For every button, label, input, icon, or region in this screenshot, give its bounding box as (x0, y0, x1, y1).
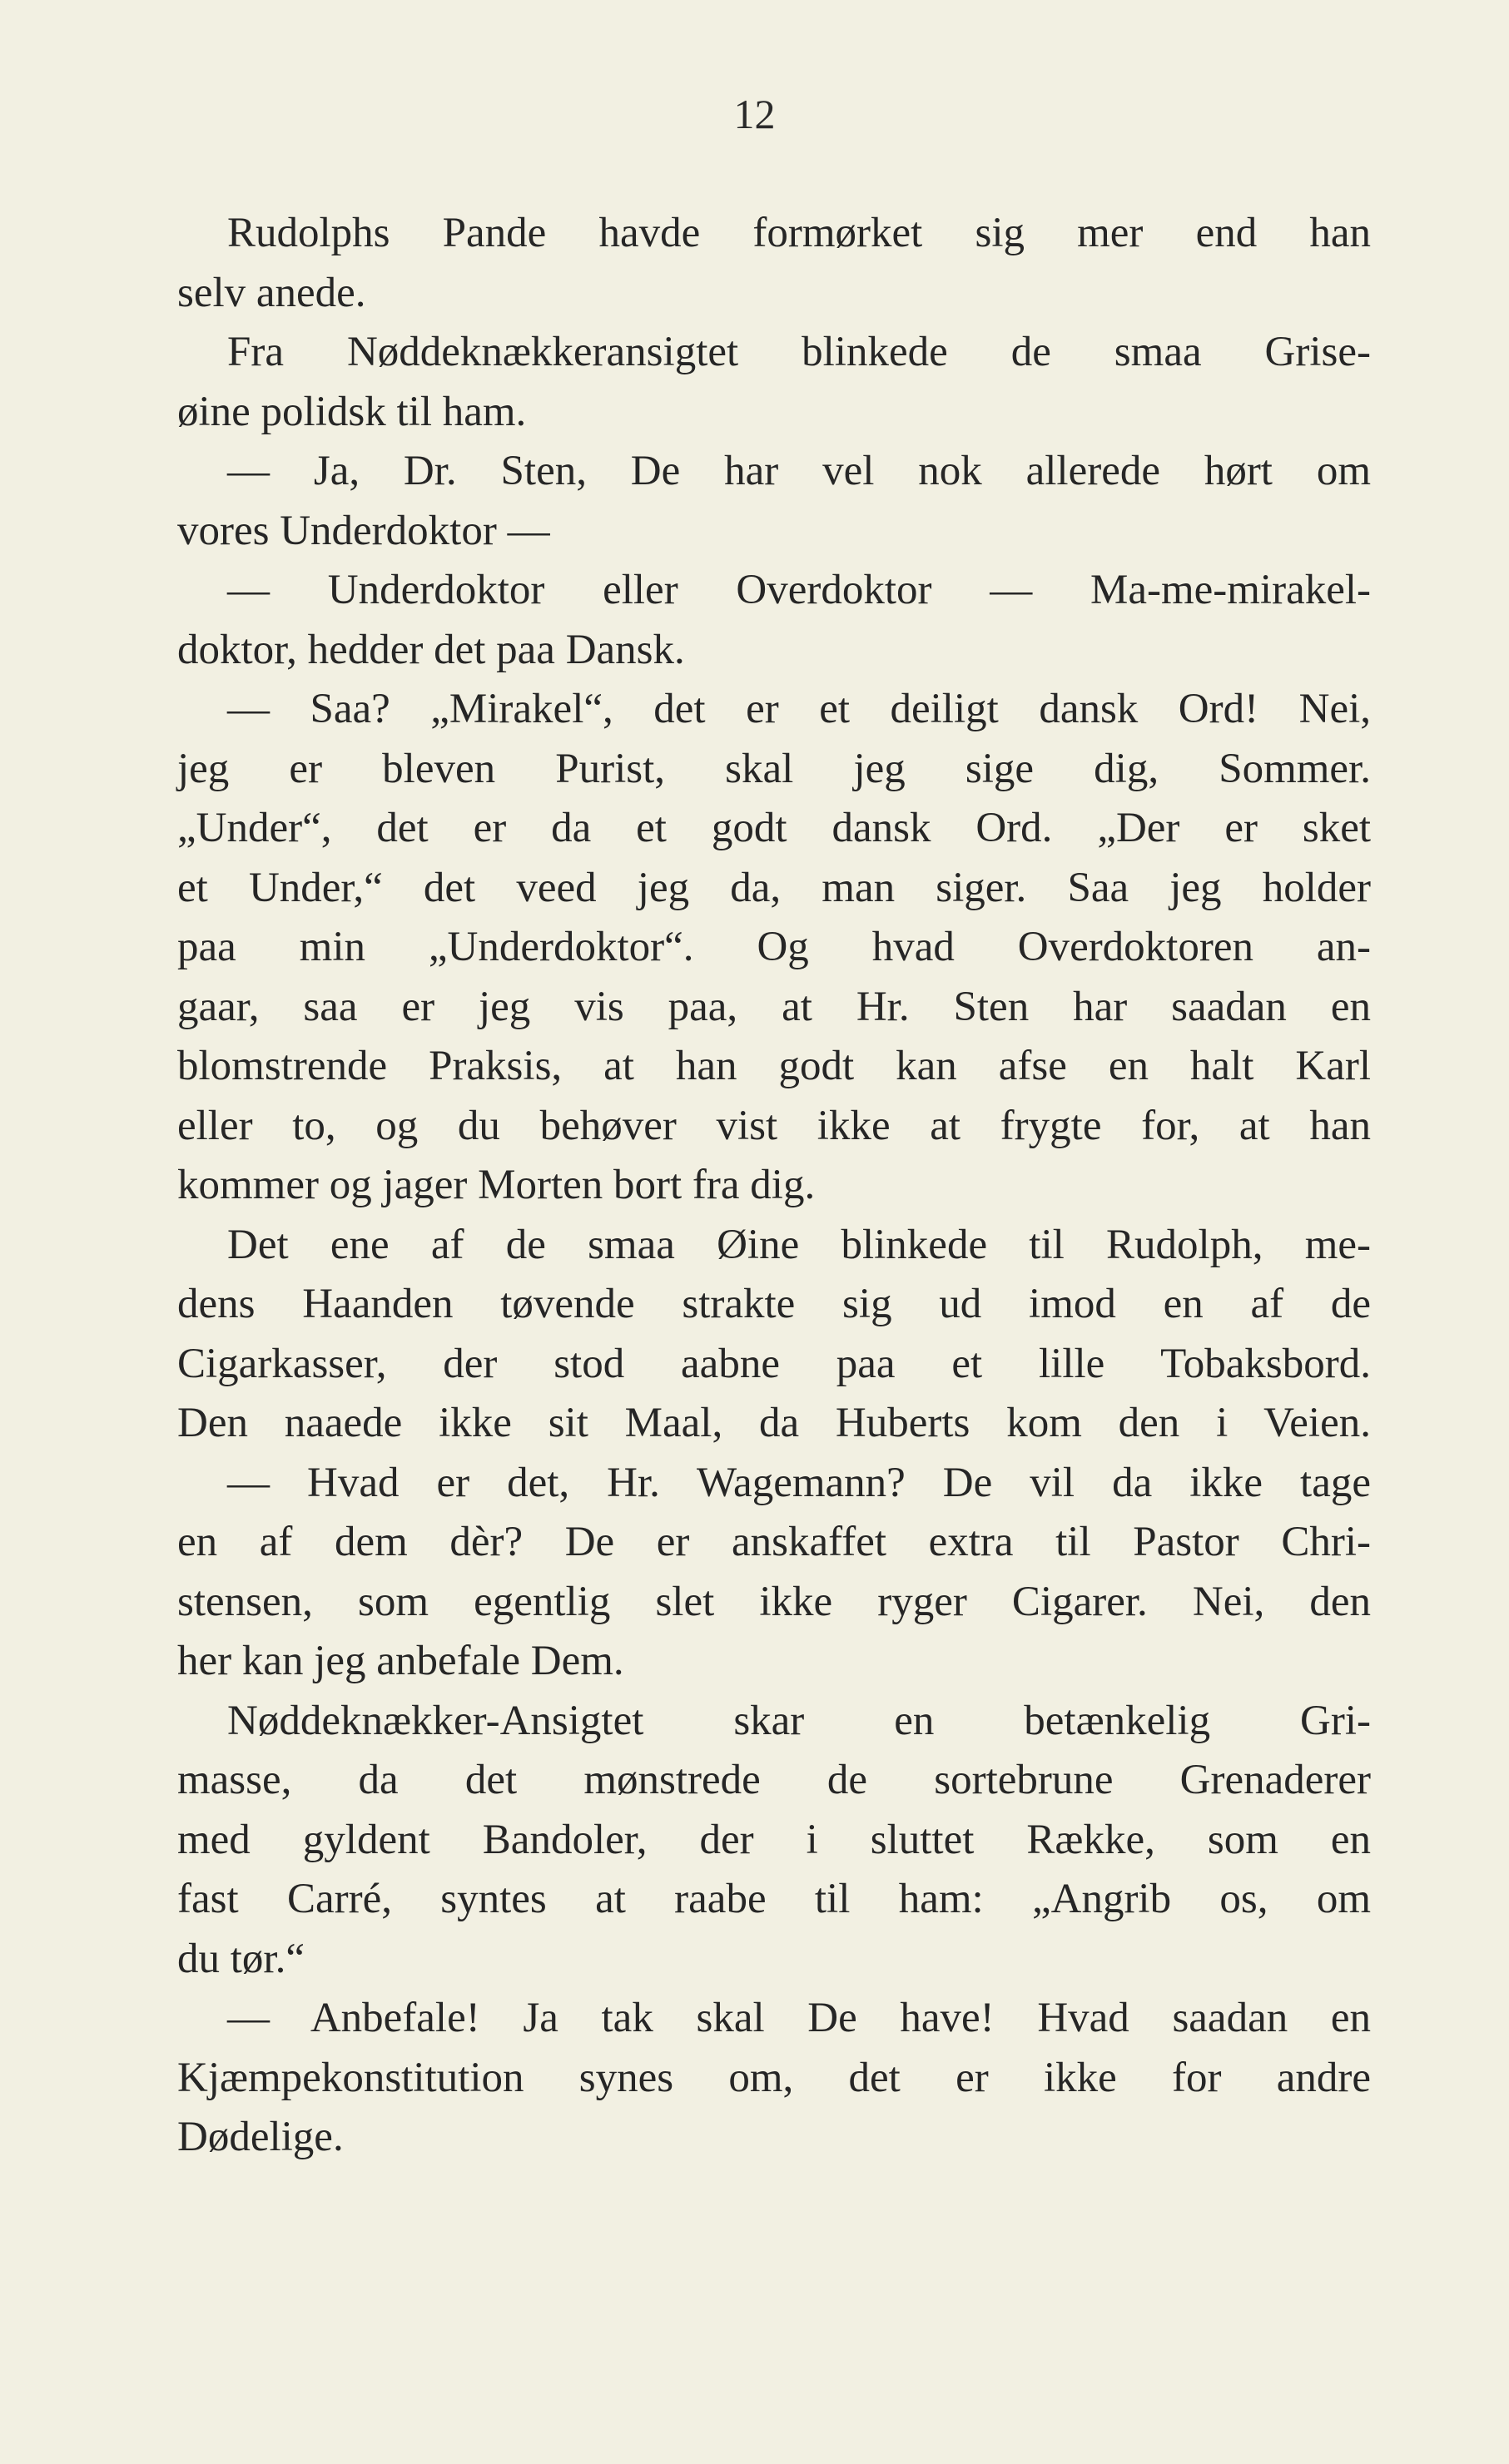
text-line: — Anbefale! Ja tak skal De have! Hvad saadan en (227, 1995, 1371, 2041)
text-line: gaar, saa er jeg vis paa, at Hr. Sten har saadan en (177, 983, 1371, 1030)
text-line: fast Carré, syntes at raabe til ham: „Angrib os, om (177, 1876, 1371, 1922)
text-line: paa min „Underdoktor“. Og hvad Overdoktoren an- (177, 924, 1371, 970)
text-line: masse, da det mønstrede de sortebrune Grenaderer (177, 1757, 1371, 1803)
page-number: 12 (733, 91, 776, 137)
text-line: du tør.“ (177, 1935, 305, 1982)
text-line: Nøddeknækker-Ansigtet skar en betænkelig Gri- (227, 1697, 1371, 1744)
text-line: selv anede. (177, 269, 366, 316)
text-line: Det ene af de smaa Øine blinkede til Rudolph, me- (227, 1221, 1371, 1268)
text-line: kommer og jager Morten bort fra dig. (177, 1162, 816, 1208)
text-line: vores Underdoktor — (177, 507, 550, 554)
text-line: en af dem dèr? De er anskaffet extra til Pastor Chri- (177, 1519, 1371, 1565)
text-line: blomstrende Praksis, at han godt kan afse en halt Karl (177, 1043, 1371, 1089)
text-line: Dødelige. (177, 2114, 344, 2160)
text-line: — Saa? „Mirakel“, det er et deiligt dansk Ord! Nei, (227, 686, 1371, 732)
text-line: „Under“, det er da et godt dansk Ord. „Der er sket (177, 805, 1371, 851)
text-line: stensen, som egentlig slet ikke ryger Cigarer. Nei, den (177, 1578, 1371, 1625)
body-text (177, 204, 1371, 2168)
text-line: Cigarkasser, der stod aabne paa et lille Tobaksbord. (177, 1340, 1371, 1387)
text-line: eller to, og du behøver vist ikke at frygte for, at han (177, 1102, 1371, 1149)
text-line: Kjæmpekonstitution synes om, det er ikke for andre (177, 2054, 1371, 2101)
text-line: her kan jeg anbefale Dem. (177, 1638, 624, 1684)
text-line: — Underdoktor eller Overdoktor — Ma-me-mirakel- (227, 567, 1371, 613)
text-line: dens Haanden tøvende strakte sig ud imod en af de (177, 1281, 1371, 1327)
text-line: jeg er bleven Purist, skal jeg sige dig, Sommer. (177, 745, 1371, 792)
text-line: øine polidsk til ham. (177, 388, 527, 435)
text-line: med gyldent Bandoler, der i sluttet Række, som en (177, 1816, 1371, 1863)
text-line: doktor, hedder det paa Dansk. (177, 626, 685, 673)
text-line: Fra Nøddeknækkeransigtet blinkede de smaa Grise- (227, 329, 1371, 375)
text-line: Den naaede ikke sit Maal, da Huberts kom den i Veien. (177, 1400, 1371, 1446)
text-line: — Hvad er det, Hr. Wagemann? De vil da ikke tage (227, 1459, 1371, 1506)
text-line: Rudolphs Pande havde formørket sig mer end han (227, 210, 1371, 256)
text-line: et Under,“ det veed jeg da, man siger. Saa jeg holder (177, 864, 1371, 911)
text-line: — Ja, Dr. Sten, De har vel nok allerede hørt om (227, 448, 1371, 494)
